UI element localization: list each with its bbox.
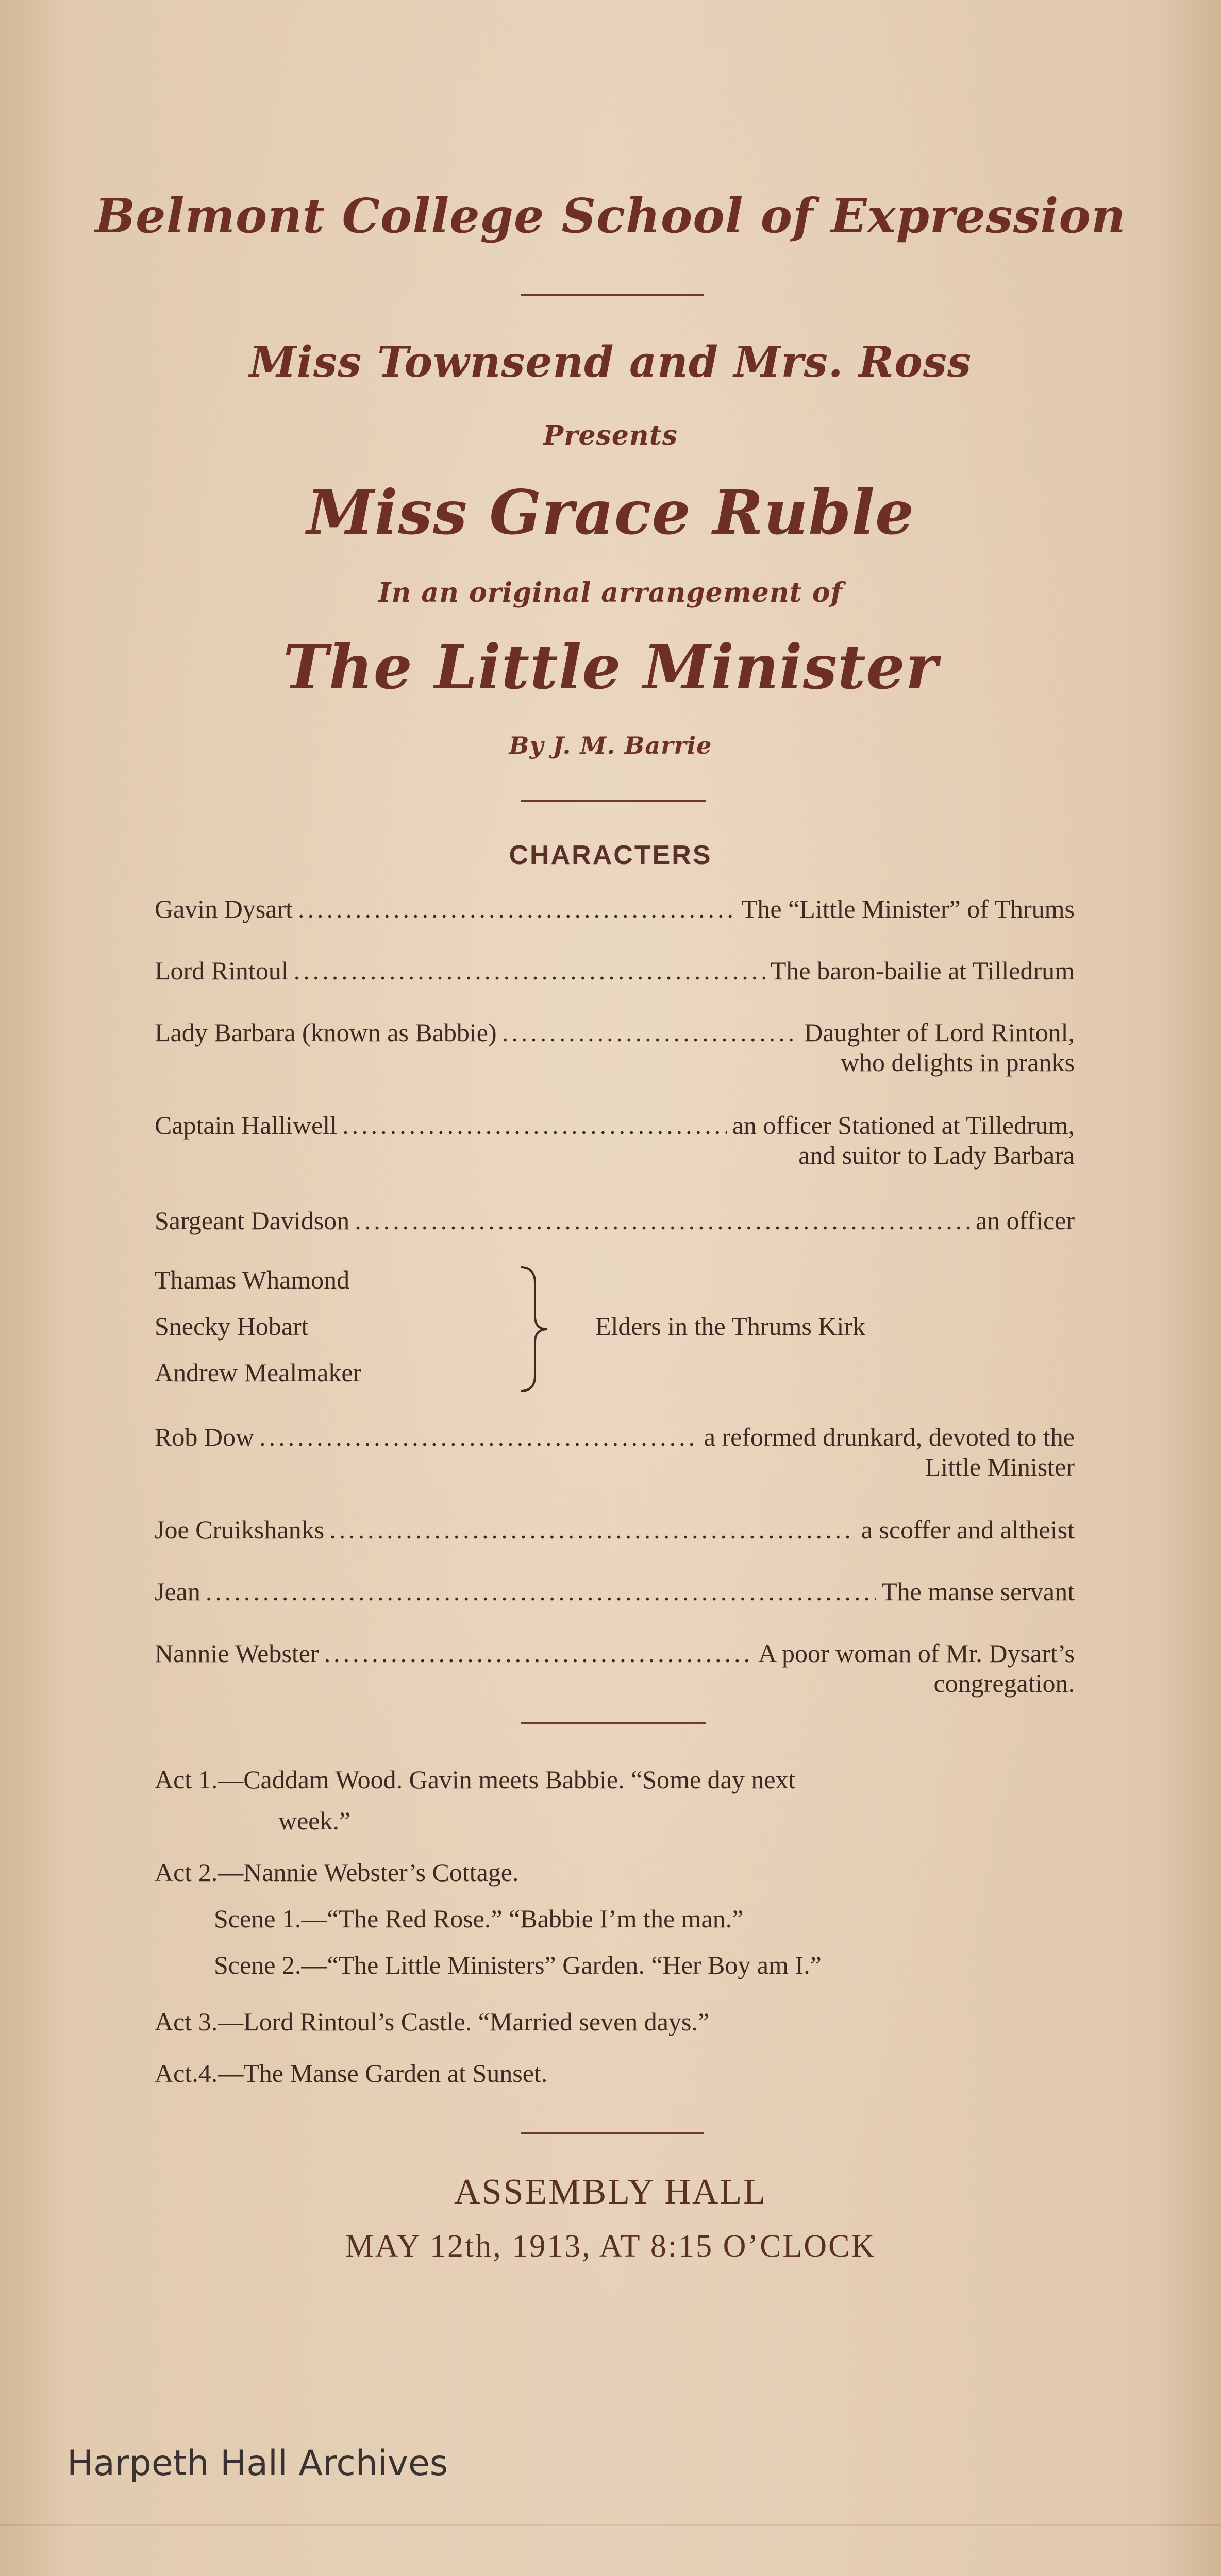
character-role: an officer: [975, 1206, 1075, 1235]
act-2-scene-1: Scene 1.—“The Red Rose.” “Babbie I’m the man.”: [214, 1904, 744, 1933]
divider-2: [521, 800, 706, 802]
character-role: an officer Stationed at Tilledrum,: [732, 1111, 1075, 1140]
act-4: Act.4.—The Manse Garden at Sunset.: [155, 2059, 548, 2088]
leader-dots: [206, 1577, 876, 1606]
cast-row: [155, 1206, 1075, 1235]
paper-edge-shadow: [0, 2524, 1221, 2526]
divider-1: [521, 294, 704, 296]
hosts-line: Miss Townsend and Mrs. Ross: [249, 337, 972, 387]
performance-date: MAY 12th, 1913, AT 8:15 O’CLOCK: [345, 2229, 876, 2264]
venue: ASSEMBLY HALL: [454, 2172, 767, 2212]
elder-name: Andrew Mealmaker: [155, 1358, 362, 1387]
elders-role: Elders in the Thrums Kirk: [595, 1312, 865, 1341]
divider-4: [521, 2132, 704, 2134]
leader-dots: [355, 1206, 971, 1235]
leader-dots: [342, 1110, 727, 1140]
character-role-continued: Little Minister: [925, 1452, 1075, 1481]
cast-row: [155, 1110, 1075, 1170]
presents-line: Presents: [543, 420, 678, 451]
brace-icon: [515, 1265, 551, 1394]
character-name: Gavin Dysart: [155, 894, 293, 923]
character-name: Rob Dow: [155, 1422, 255, 1451]
character-role: A poor woman of Mr. Dysart’s: [758, 1639, 1075, 1668]
character-role: The baron-bailie at Tilledrum: [770, 956, 1075, 985]
character-role-continued: congregation.: [933, 1669, 1075, 1698]
character-role: a scoffer and altheist: [861, 1515, 1075, 1544]
cast-row: [155, 1638, 1075, 1698]
character-name: Nannie Webster: [155, 1639, 319, 1668]
character-name: Captain Halliwell: [155, 1111, 338, 1140]
arrangement-line: In an original arrangement of: [378, 577, 843, 608]
divider-3: [521, 1722, 706, 1724]
cast-row: [155, 1515, 1075, 1545]
leader-dots: [298, 894, 737, 924]
characters-heading: CHARACTERS: [509, 840, 712, 870]
character-role: The manse servant: [881, 1577, 1075, 1606]
cast-row: [155, 1422, 1075, 1482]
leader-dots: [294, 956, 765, 986]
act-3: Act 3.—Lord Rintoul’s Castle. “Married seven days.”: [155, 2007, 710, 2036]
act-2: Act 2.—Nannie Webster’s Cottage.: [155, 1858, 519, 1887]
leader-dots: [324, 1638, 754, 1668]
character-role: a reformed drunkard, devoted to the: [704, 1422, 1075, 1451]
leader-dots: [329, 1515, 856, 1545]
elder-name: Thamas Whamond: [155, 1265, 350, 1294]
cast-row: [155, 1577, 1075, 1606]
character-role-continued: and suitor to Lady Barbara: [798, 1141, 1075, 1170]
cast-row: [155, 1018, 1075, 1077]
performer-name: Miss Grace Ruble: [306, 477, 915, 548]
character-name: Lord Rintoul: [155, 956, 289, 985]
character-role: The “Little Minister” of Thrums: [741, 894, 1075, 923]
cast-row: [155, 956, 1075, 986]
character-role-continued: who delights in pranks: [840, 1048, 1075, 1077]
play-title: The Little Minister: [283, 631, 938, 703]
act-1: Act 1.—Caddam Wood. Gavin meets Babbie. “Some day next: [155, 1765, 796, 1794]
character-name: Joe Cruikshanks: [155, 1515, 325, 1544]
leader-dots: [259, 1422, 699, 1452]
elder-name: Snecky Hobart: [155, 1312, 309, 1341]
school-name: Belmont College School of Expression: [95, 188, 1126, 244]
character-name: Jean: [155, 1577, 200, 1606]
act-1-continued: week.”: [278, 1806, 351, 1835]
archive-watermark: Harpeth Hall Archives: [67, 2443, 448, 2484]
character-role: Daughter of Lord Rintonl,: [804, 1018, 1075, 1047]
act-2-scene-2: Scene 2.—“The Little Ministers” Garden. “Her Boy am I.”: [214, 1951, 822, 1979]
leader-dots: [502, 1018, 799, 1047]
cast-row: [155, 894, 1075, 924]
author-line: By J. M. Barrie: [509, 732, 712, 759]
character-name: Sargeant Davidson: [155, 1206, 350, 1235]
character-name: Lady Barbara (known as Babbie): [155, 1018, 497, 1047]
